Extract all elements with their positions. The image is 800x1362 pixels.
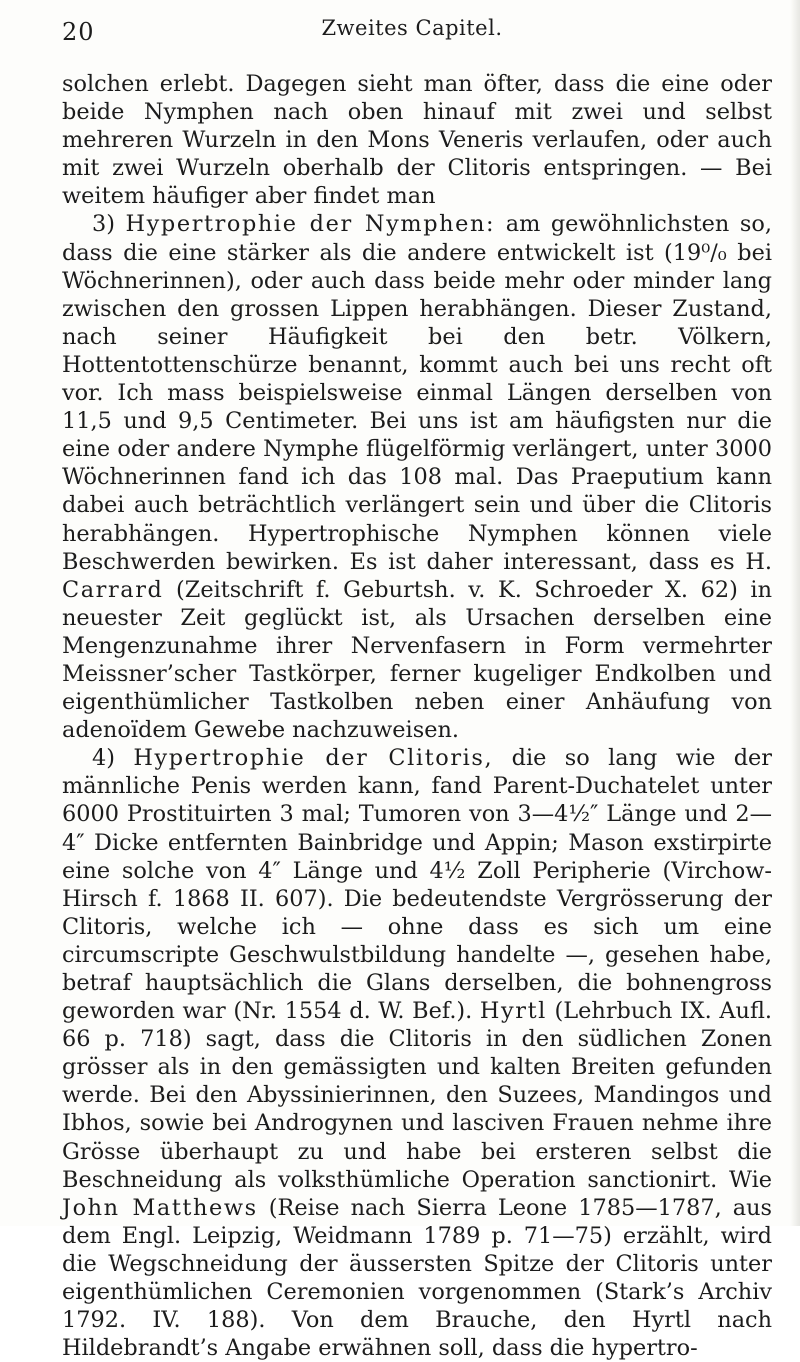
page-header: [62, 16, 762, 56]
running-title: Zweites Capitel.: [321, 16, 503, 40]
text-run: solchen erlebt. Dagegen sieht man öfter, dass die eine oder beide Nymphen nach oben hinauf mit zwei und selbst mehreren Wurzeln in den Mons Veneris verlaufen, oder auch mit zwei Wurzeln oberhalb der Clitoris entspringen. — Bei weitem häufiger aber findet man: [62, 71, 772, 210]
page-edge-shadow: [790, 0, 800, 1226]
page-number: 20: [62, 18, 95, 46]
spaced-emphasis: Hypertrophie der Nymphen:: [125, 211, 496, 238]
spaced-emphasis: John Matthews: [62, 1194, 258, 1221]
text-run: 3): [92, 211, 126, 238]
text-run: 4): [92, 745, 134, 772]
spaced-emphasis: Hypertrophie der Clitoris,: [133, 745, 494, 772]
paragraph: [62, 70, 772, 210]
text-run: (Zeitschrift f. Geburtsh. v. K. Schroeder X. 62) in neuester Zeit geglückt ist, als Ursachen derselben eine Mengenzunahme ihrer Nervenfasern in Form vermehrter Meissner’scher Tastkörper, ferner kugeliger Endkolben und eigenthümlicher Tastkolben neben einer Anhäufung von adenoïdem Gewebe nachzuweisen.: [62, 576, 772, 744]
text-run: (Lehrbuch IX. Aufl. 66 p. 718) sagt, dass die Clitoris in den südlichen Zonen grösser als in den gemässigten und kalten Breiten gefunden werde. Bei den Abyssinierinnen, den Suzees, Mandingos und Ibhos, sowie bei Androgynen und lasciven Frauen nehme ihre Grösse überhaupt zu und habe bei ersteren selbst die Beschneidung als volksthümliche Operation sanctionirt. Wie: [62, 998, 772, 1193]
paragraph: [62, 744, 772, 1362]
paragraph: [62, 210, 772, 744]
body-text: [62, 70, 772, 1362]
text-run: die so lang wie der männliche Penis werden kann, fand Parent-Duchatelet unter 6000 Prostituirten 3 mal; Tumoren von 3—4½″ Länge und 2—4″ Dicke entfernten Bainbridge und Appin; Mason exstirpirte eine solche von 4″ Länge und 4½ Zoll Peripherie (Virchow-Hirsch f. 1868 II. 607). Die bedeutendste Vergrösserung der Clitoris, welche ich — ohne dass es sich um eine circumscripte Geschwulstbildung handelte —, gesehen habe, betraf hauptsächlich die Glans derselben, die bohnengross geworden war (Nr. 1554 d. W. Bef.).: [62, 745, 772, 1025]
spaced-emphasis: Hyrtl: [479, 998, 547, 1025]
text-run: am gewöhnlichsten so, dass die eine stärker als die andere entwickelt ist (19⁰/₀ bei Wöchnerinnen), oder auch dass beide mehr oder minder lang zwischen den grossen Lippen herabhängen. Dieser Zustand, nach seiner Häufigkeit bei den betr. Völkern, Hottentottenschürze benannt, kommt auch bei uns recht oft vor. Ich mass beispielsweise einmal Längen derselben von 11,5 und 9,5 Centimeter. Bei uns ist am häufigsten nur die eine oder andere Nymphe flügelförmig verlängert, unter 3000 Wöchnerinnen fand ich das 108 mal. Das Praeputium kann dabei auch beträchtlich verlängert sein und über die Clitoris herabhängen. Hypertrophische Nymphen können viele Beschwerden bewirken. Es ist daher interessant, dass es H.: [62, 211, 772, 575]
spaced-emphasis: Carrard: [62, 576, 164, 603]
text-run: (Reise nach Sierra Leone 1785—1787, aus dem Engl. Leipzig, Weidmann 1789 p. 71—75) erzählt, wird die Wegschneidung der äussersten Spitze der Clitoris unter eigenthümlichen Ceremonien vorgenommen (Stark’s Archiv 1792. IV. 188). Von dem Brauche, den Hyrtl nach Hildebrandt’s Angabe erwähnen soll, dass die hypertro-: [62, 1194, 772, 1362]
